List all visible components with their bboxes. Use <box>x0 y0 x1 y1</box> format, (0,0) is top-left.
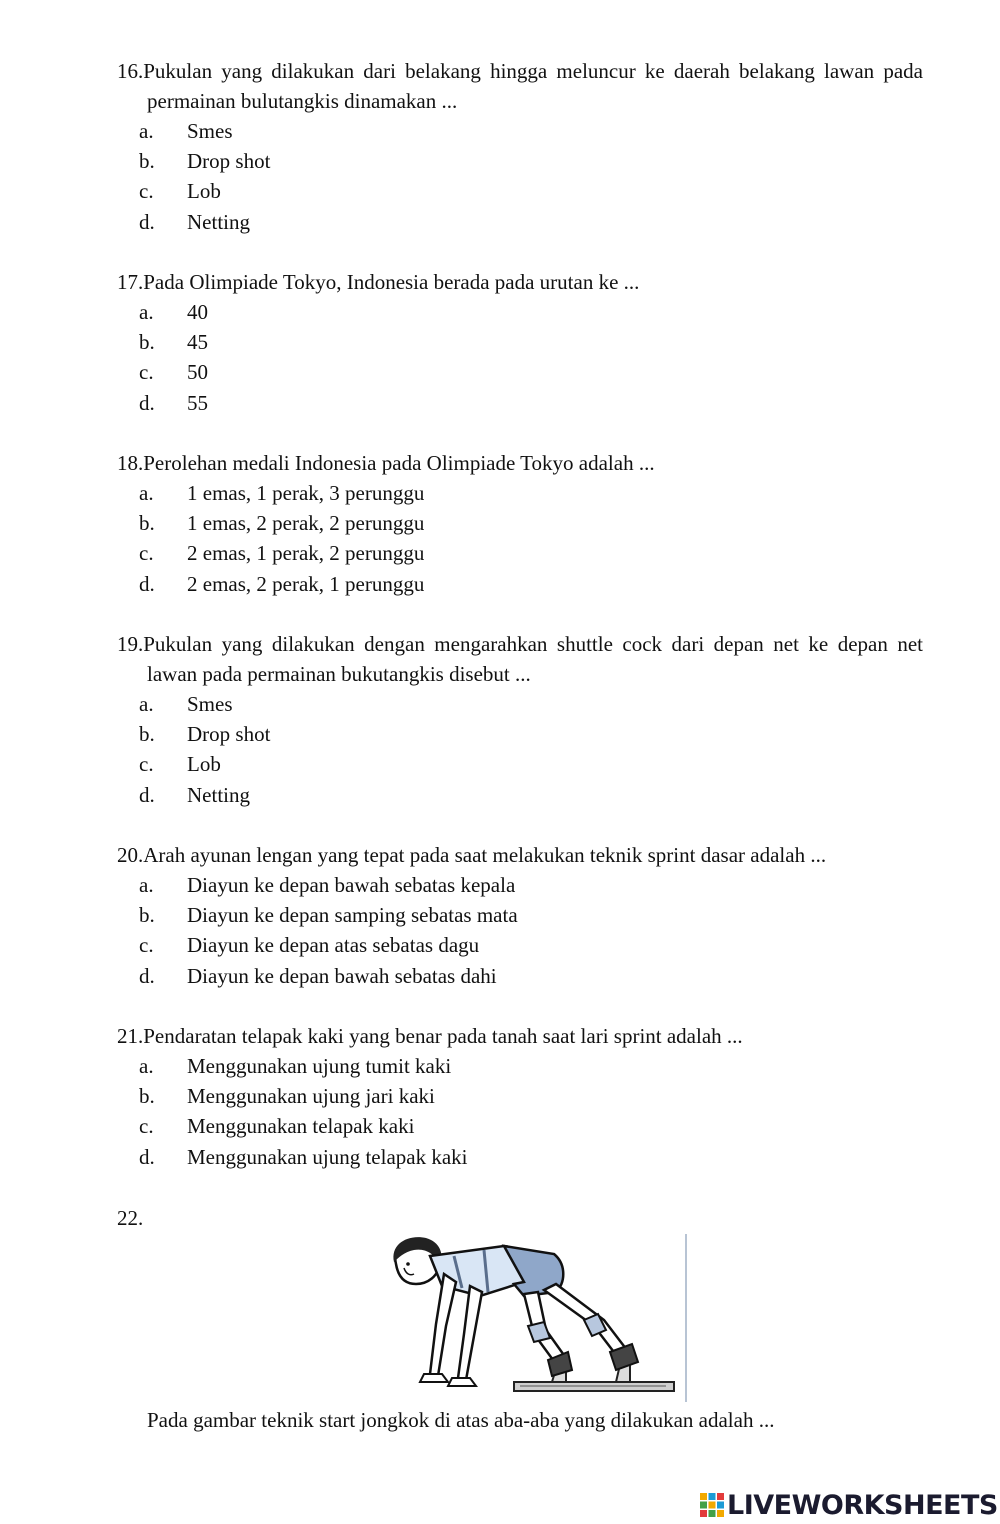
option-text: Lob <box>187 752 221 777</box>
option-text: Diayun ke depan bawah sebatas dahi <box>187 963 497 988</box>
option-text: 50 <box>187 360 208 385</box>
option-letter: a. <box>139 300 154 324</box>
option-text: 1 emas, 2 perak, 2 perunggu <box>187 511 425 536</box>
question-text: 17.Pada Olimpiade Tokyo, Indonesia berada pada urutan ke ... <box>117 270 640 294</box>
question-text: 19.Pukulan yang dilakukan dengan mengarahkan shuttle cock dari depan net ke depan net lawan pada permainan bukutangkis disebut ... <box>117 632 923 686</box>
option-letter: a. <box>139 1054 154 1078</box>
crouch-start-illustration <box>384 1234 688 1406</box>
question-text: 16.Pukulan yang dilakukan dari belakang hingga meluncur ke daerah belakang lawan pada permainan bulutangkis dinamakan ... <box>117 59 923 113</box>
option-letter: a. <box>139 873 154 897</box>
option-letter: c. <box>139 360 154 385</box>
option-d <box>117 207 923 237</box>
option-a <box>117 1051 923 1081</box>
option-text: Netting <box>187 782 250 807</box>
option-letter: d. <box>139 209 155 234</box>
option-letter: c. <box>139 179 154 204</box>
option-text: 45 <box>187 330 208 355</box>
option-b <box>117 508 923 538</box>
option-text: Diayun ke depan bawah sebatas kepala <box>187 873 516 897</box>
option-text: 40 <box>187 300 208 324</box>
liveworksheets-grid-icon <box>700 1493 724 1517</box>
option-a <box>117 689 923 719</box>
question-18 <box>117 448 923 599</box>
option-b <box>117 900 923 930</box>
option-a <box>117 297 923 327</box>
question-22-text: Pada gambar teknik start jongkok di atas aba-aba yang dilakukan adalah ... <box>147 1408 775 1432</box>
question-21 <box>117 1021 923 1172</box>
option-d <box>117 569 923 599</box>
option-a <box>117 478 923 508</box>
question-17 <box>117 267 923 418</box>
option-letter: b. <box>139 903 155 928</box>
question-20 <box>117 840 923 991</box>
option-c <box>117 538 923 568</box>
brand-name: LIVEWORKSHEETS <box>727 1489 998 1521</box>
option-letter: b. <box>139 1084 155 1109</box>
option-d <box>117 1142 923 1172</box>
option-b <box>117 327 923 357</box>
question-text: 20.Arah ayunan lengan yang tepat pada saat melakukan teknik sprint dasar adalah ... <box>117 843 827 867</box>
option-list <box>117 297 923 418</box>
option-c <box>117 1111 923 1141</box>
option-text: Menggunakan ujung tumit kaki <box>187 1054 452 1078</box>
option-c <box>117 176 923 206</box>
liveworksheets-logo <box>700 1488 998 1522</box>
question-19 <box>117 629 923 810</box>
option-b <box>117 719 923 749</box>
option-text: 2 emas, 2 perak, 1 perunggu <box>187 571 425 596</box>
option-letter: c. <box>139 541 154 566</box>
option-letter: b. <box>139 149 155 174</box>
option-text: Netting <box>187 209 250 234</box>
option-c <box>117 749 923 779</box>
option-d <box>117 780 923 810</box>
option-letter: b. <box>139 722 155 747</box>
option-text: Menggunakan ujung telapak kaki <box>187 1144 468 1169</box>
option-letter: a. <box>139 692 154 716</box>
option-text: Smes <box>187 119 233 143</box>
option-d <box>117 388 923 418</box>
option-c <box>117 357 923 387</box>
option-letter: c. <box>139 1114 154 1139</box>
option-text: Lob <box>187 179 221 204</box>
option-letter: a. <box>139 481 154 505</box>
option-text: Smes <box>187 692 233 716</box>
option-d <box>117 961 923 991</box>
option-letter: b. <box>139 330 155 355</box>
option-text: 2 emas, 1 perak, 2 perunggu <box>187 541 425 566</box>
option-text: Diayun ke depan samping sebatas mata <box>187 903 518 928</box>
option-list <box>117 689 923 810</box>
option-letter: b. <box>139 511 155 536</box>
question-text: 21.Pendaratan telapak kaki yang benar pada tanah saat lari sprint adalah ... <box>117 1024 743 1048</box>
question-22-number: 22. <box>117 1206 144 1230</box>
option-letter: d. <box>139 1144 155 1169</box>
option-text: 1 emas, 1 perak, 3 perunggu <box>187 481 425 505</box>
option-c <box>117 930 923 960</box>
option-b <box>117 146 923 176</box>
option-a <box>117 116 923 146</box>
option-a <box>117 870 923 900</box>
option-list <box>117 870 923 991</box>
option-list <box>117 478 923 599</box>
sprinter-crouch-start-icon <box>384 1234 688 1406</box>
option-text: Diayun ke depan atas sebatas dagu <box>187 933 480 958</box>
option-letter: d. <box>139 390 155 415</box>
option-text: 55 <box>187 390 208 415</box>
option-text: Menggunakan telapak kaki <box>187 1114 415 1139</box>
option-text: Drop shot <box>187 722 271 747</box>
option-letter: c. <box>139 752 154 777</box>
question-16 <box>117 56 923 237</box>
option-text: Drop shot <box>187 149 271 174</box>
question-text: 18.Perolehan medali Indonesia pada Olimpiade Tokyo adalah ... <box>117 451 655 475</box>
option-letter: a. <box>139 119 154 143</box>
option-text: Menggunakan ujung jari kaki <box>187 1084 435 1109</box>
option-b <box>117 1081 923 1111</box>
option-letter: d. <box>139 571 155 596</box>
option-letter: d. <box>139 782 155 807</box>
option-list <box>117 116 923 237</box>
option-letter: c. <box>139 933 154 958</box>
option-letter: d. <box>139 963 155 988</box>
option-list <box>117 1051 923 1172</box>
